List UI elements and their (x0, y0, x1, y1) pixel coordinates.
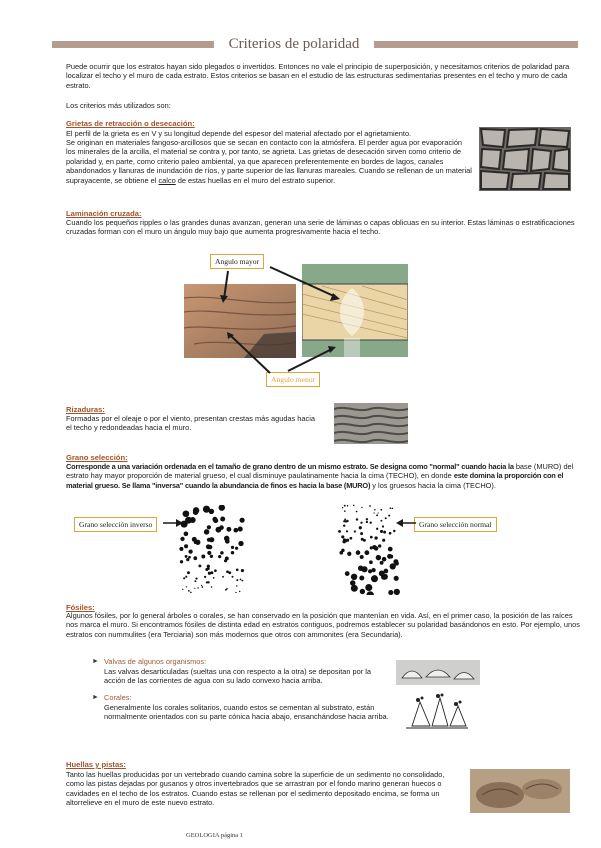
grain-dot (225, 589, 227, 591)
grain-dot (346, 520, 349, 523)
grain-dot (380, 509, 382, 511)
grain-dot (183, 577, 185, 579)
grain-dot (190, 592, 192, 593)
grain-dot (207, 551, 211, 555)
grain-dot (388, 547, 393, 552)
grain-dot (188, 556, 191, 559)
grain-dot (371, 568, 375, 572)
grain-dot (353, 505, 354, 506)
grain-dot (376, 514, 378, 516)
grain-dot (203, 506, 210, 513)
bullet-arrow-icon-2: ► (92, 694, 99, 701)
grain-dot (394, 589, 400, 595)
grain-dot (208, 572, 211, 575)
rizaduras-paragraph: Formadas por el oleaje o por el viento, presentan crestas más agudas hacia el techo y redondeadas hacia el muro. (66, 414, 315, 433)
grano-text-1: base (MURO) del estrato hay mayor proporción de material grueso, el cual disminuye paulatinamente hacia la cima (TECHO), en donde (66, 462, 574, 481)
calco-link[interactable]: calco (158, 175, 176, 185)
valvas-text: Las valvas desarticuladas (sueltas una con respecto a la otra) se depositan por la acción de las corrientes de agua con su lado convexo hacia arriba. (104, 667, 372, 686)
grain-dot (341, 549, 345, 553)
grain-dot (356, 518, 358, 520)
grain-dot (382, 574, 388, 580)
grietas-text-a: Se originan en materiales fangoso-arcillosos que se secan en contacto con la atmósfera. El perder agua por evaporación los minerales de la arcilla, el material se contra y, por tanto, se agrieta. Las grietas de desecación sirven como criterio de polaridad y, en parte, como criterio paleo ambiental, ya que aparecen preferentemente en bordes de lagos, canales abandonados y llanuras de inundación de ríos, y parte superior de las llanuras mareales. Cuando se rellenan de un material suprayacente, se obtiene el (66, 138, 472, 185)
grain-dot (207, 565, 210, 568)
grain-dot (389, 532, 392, 535)
grain-dot (356, 511, 358, 513)
grain-dot (376, 528, 378, 530)
section-heading-grietas: Grietas de retracción o desecación: (66, 119, 195, 128)
grain-dot (366, 518, 368, 520)
grain-dot (360, 555, 364, 559)
grain-dot (205, 568, 208, 571)
tracks-image (470, 769, 570, 813)
grain-dot (345, 571, 350, 576)
huellas-paragraph: Tanto las huellas producidas por un vertebrado cuando camina sobre la superficie de un sedimento no consolidado, como las pistas dejadas por gusanos y otros invertebrados que se arrastran por el fondo marino generan huecos o cavidades en el techo de los estratos. Cuando estas se rellenan por el sedimento depositado encima, se forma un altorrelieve en el muro de este nuevo estrato. (66, 770, 445, 808)
grain-dot (369, 560, 373, 564)
corals-image (404, 692, 470, 732)
grain-dot (361, 566, 367, 572)
grain-dot (240, 579, 242, 581)
grain-dot (222, 576, 224, 578)
grain-dot (188, 590, 190, 592)
grain-dot (212, 517, 217, 522)
bullet-arrow-icon: ► (92, 658, 99, 665)
grain-dot (344, 510, 346, 512)
grietas-paragraph-2 (66, 138, 472, 185)
page-footer: GEOLOGIA página 1 (186, 832, 244, 839)
section-heading-laminacion: Laminación cruzada: (66, 209, 142, 218)
label-grano-normal: Grano selección normal (414, 517, 497, 532)
grain-dot (366, 521, 368, 523)
grain-dot (380, 530, 383, 533)
grain-dot (187, 571, 190, 574)
section-heading-huellas: Huellas y pistas: (66, 760, 126, 769)
grain-dot (370, 522, 372, 524)
grain-dot (378, 512, 379, 513)
grain-dot (202, 586, 204, 588)
grain-dot (238, 527, 243, 532)
grain-dot (343, 525, 345, 527)
section-heading-fosiles: Fósiles: (66, 603, 95, 612)
grain-dot (235, 547, 238, 550)
grain-dot (186, 586, 187, 587)
grain-dot (188, 549, 192, 553)
grain-dot (356, 550, 361, 555)
grain-dot (213, 577, 215, 579)
grain-dot (201, 555, 205, 559)
grain-dot (233, 528, 238, 533)
grain-dot (354, 530, 356, 532)
grain-dot (390, 507, 392, 509)
grain-dot (194, 580, 196, 582)
grain-dot (226, 527, 231, 532)
grain-dot (370, 536, 373, 539)
grain-dot (180, 560, 183, 563)
grain-dot (393, 530, 395, 532)
fosiles-paragraph: Algunos fósiles, por lo general árboles o corales, se han conservado en la posición que mantenían en vida. Así, en el primer caso, la posición de las raíces nos marca el muro. Si encontramos fósiles de distinta edad en estratos contiguos, podremos establecer su polaridad basándonos en esto. Por ejemplo, unos estratos con nummulites (era Terciaria) son más modernos que otros con ammonites (era Secundaria). (66, 611, 580, 639)
grain-dot (195, 578, 197, 580)
grano-paragraph (66, 462, 580, 490)
grain-dot (179, 547, 183, 551)
grain-dot (184, 544, 188, 548)
grain-dot (344, 519, 346, 521)
corales-title: Corales: (104, 693, 132, 702)
grain-dot (394, 576, 399, 581)
valves-image (396, 660, 480, 685)
grano-text-end: y los gruesos hacia la cima (TECHO). (370, 480, 496, 490)
ripple-image (334, 403, 408, 444)
grain-dot (372, 545, 376, 549)
grain-dot (382, 525, 384, 527)
grain-dot (388, 515, 390, 517)
grain-dot (371, 575, 378, 582)
grain-dot (236, 585, 237, 586)
grano-text-bold-2: este domina la proporción con el material grueso. Se llama "inversa" cuando la abundancia de finos es hacia la base (MURO) (66, 471, 564, 490)
mudcrack-image (479, 127, 571, 191)
grain-dot (185, 555, 188, 558)
grain-dot (361, 538, 364, 541)
grain-dot (204, 576, 206, 578)
grain-dot (350, 537, 353, 540)
grain-dot (351, 585, 358, 592)
grain-dot (370, 546, 373, 549)
label-angulo-menor: Angulo menor (266, 372, 320, 387)
grano-text-bold-1: Corresponde a una variación ordenada en el tamaño de grano dentro de un mismo estrato. Se designa como "normal" cuando hacia la (66, 462, 514, 471)
laminacion-paragraph: Cuando los pequeños ripples o las grandes dunas avanzan, generan una serie de láminas o capas oblicuas en su interior. Estas láminas o estratificaciones cruzadas forman con el muro un ángulo muy bajo que aumenta progresivamente hacia el techo. (66, 218, 575, 237)
grain-dot (343, 538, 346, 541)
grain-dot (231, 546, 234, 549)
grain-dot (360, 532, 363, 535)
grain-dot (241, 569, 244, 572)
grain-dot (359, 526, 362, 529)
grain-normal-diagram (336, 503, 400, 595)
grain-dot (374, 509, 376, 511)
grain-dot (193, 509, 199, 515)
grain-dot (388, 590, 393, 595)
section-heading-grano: Grano selección: (66, 453, 128, 462)
grain-dot (226, 570, 229, 573)
grain-dot (193, 556, 197, 560)
intro-paragraph: Puede ocurrir que los estratos hayan sido plegados o invertidos. Entonces no vale el principio de superposición, y necesitamos criterios de polaridad para localizar el techo y el muro de cada estrato. Estos criterios se basan en el estudio de las estructuras sedimentarias presentes en el techo y muro de cada estrato. (66, 62, 570, 90)
grain-dot (351, 574, 357, 580)
corales-text: Generalmente los corales solitarios, cuando estos se cementan al substrato, están normalmente orientados con su parte cónica hacia abajo, ensanchándose hacia arriba. (104, 703, 389, 722)
grain-dot (224, 559, 227, 562)
label-angulo-mayor: Angulo mayor (210, 254, 264, 269)
grietas-paragraph-1: El perfil de la grieta es en V y su longitud depende del espesor del material afectado por el agrietamiento. (66, 129, 412, 138)
grain-dot (239, 591, 240, 592)
grain-dot (231, 551, 234, 554)
grain-dot (208, 545, 212, 549)
grain-dot (236, 579, 238, 581)
grain-dot (385, 517, 387, 519)
grain-dot (366, 591, 374, 595)
label-grano-inverso: Grano selección inverso (74, 517, 157, 532)
grain-dot (382, 557, 387, 562)
grain-dot (194, 588, 195, 589)
grain-dot (236, 568, 239, 571)
arrows-crossbedding (200, 255, 350, 380)
grain-dot (185, 576, 187, 578)
grain-dot (359, 575, 364, 580)
grain-dot (338, 530, 341, 533)
grain-dot (186, 558, 189, 561)
intro-criteria-line: Los criterios más utilizados son: (66, 101, 171, 110)
grain-dot (198, 564, 201, 567)
grain-dot (384, 569, 389, 574)
grain-dot (346, 530, 348, 532)
grain-inverse-diagram (178, 505, 246, 593)
grain-dot (383, 531, 386, 534)
grain-dot (219, 505, 225, 511)
grietas-text-b: de estas huellas en el muro del estrato superior. (175, 175, 336, 185)
grain-dot (373, 512, 374, 513)
grain-dot (240, 518, 245, 523)
grain-dot (341, 535, 344, 538)
grain-dot (183, 510, 190, 517)
grain-dot (387, 554, 392, 559)
grain-dot (224, 536, 230, 542)
valvas-title: Valvas de algunos organismos: (104, 657, 207, 666)
grain-dot (378, 544, 381, 547)
grain-dot (232, 576, 234, 578)
grain-dot (192, 537, 197, 542)
grain-dot (361, 507, 362, 508)
grain-dot (220, 516, 225, 521)
grain-dot (207, 525, 211, 529)
grain-dot (241, 580, 243, 582)
grain-dot (365, 584, 372, 591)
grain-dot (180, 537, 184, 541)
grain-dot (210, 555, 213, 558)
grain-dot (184, 531, 189, 536)
grain-dot (190, 517, 196, 523)
grain-dot (182, 589, 183, 590)
grain-dot (201, 585, 202, 586)
grain-dot (347, 505, 349, 507)
grain-dot (390, 563, 396, 569)
grain-dot (218, 555, 221, 558)
grain-dot (204, 529, 210, 535)
grain-dot (238, 541, 243, 546)
grain-dot (380, 520, 382, 522)
grain-dot (392, 508, 394, 510)
grain-dot (207, 538, 211, 542)
grain-dot (347, 552, 351, 556)
grain-dot (369, 505, 371, 507)
section-heading-rizaduras: Rizaduras: (66, 405, 105, 414)
grain-dot (220, 551, 224, 555)
grain-dot (197, 587, 198, 588)
grain-dot (344, 505, 346, 507)
grain-dot (219, 525, 224, 530)
grain-dot (206, 581, 208, 583)
grain-dot (374, 536, 377, 539)
grain-dot (376, 555, 381, 560)
page-title: Criterios de polaridad (214, 36, 374, 53)
grain-dot (360, 589, 365, 594)
grain-dot (211, 586, 213, 588)
grain-dot (380, 561, 384, 565)
grain-dot (382, 539, 385, 542)
grain-dot (360, 522, 362, 524)
grain-dot (235, 592, 236, 593)
grain-dot (342, 507, 343, 508)
grain-dot (364, 550, 369, 555)
grain-dot (214, 569, 217, 572)
